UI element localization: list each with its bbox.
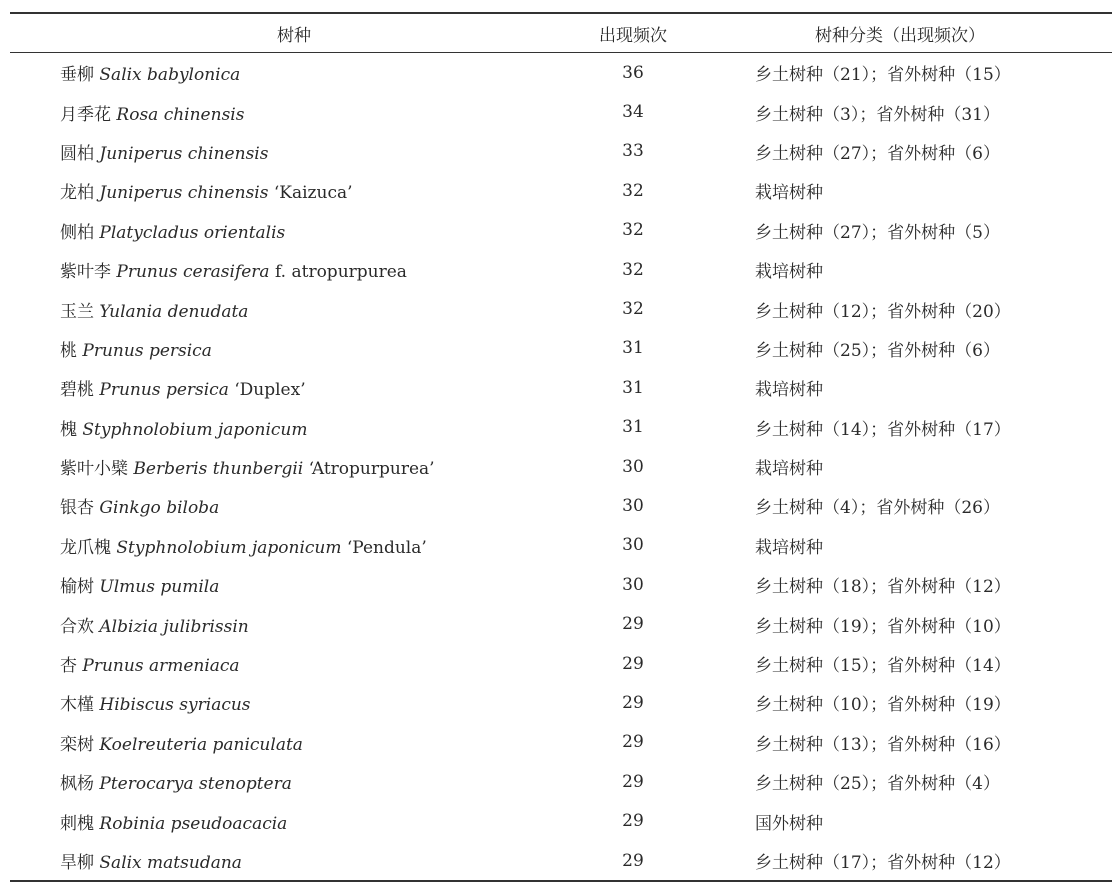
species-cell xyxy=(10,526,578,565)
species-scientific-name: Platycladus orientalis xyxy=(99,222,286,243)
classification-cell: 栽培树种 xyxy=(755,262,823,283)
frequency-cell: 29 xyxy=(622,771,644,792)
header-species: 树种 xyxy=(277,25,311,46)
species-cultivar: ‘Atropurpurea’ xyxy=(308,459,435,480)
species-chinese-name: 玉兰 xyxy=(60,301,94,322)
species-chinese-name: 合欢 xyxy=(60,616,94,637)
classification-cell: 乡土树种（25）；省外树种（4） xyxy=(755,774,1000,795)
table-header-row xyxy=(10,13,1112,53)
classification-cell: 乡土树种（3）；省外树种（31） xyxy=(755,104,1000,125)
frequency-cell: 29 xyxy=(622,811,644,832)
species-cell xyxy=(10,250,578,289)
classification-cell: 乡土树种（10）；省外树种（19） xyxy=(755,695,1011,716)
frequency-cell: 32 xyxy=(622,180,644,201)
species-chinese-name: 圆柏 xyxy=(60,143,94,164)
table-row xyxy=(10,250,1112,289)
table-row xyxy=(10,644,1112,683)
species-cell xyxy=(10,801,578,840)
frequency-cell: 32 xyxy=(622,259,644,280)
frequency-cell: 34 xyxy=(622,102,644,123)
table-row xyxy=(10,486,1112,525)
table-row xyxy=(10,53,1112,93)
frequency-cell: 29 xyxy=(622,732,644,753)
frequency-cell: 33 xyxy=(622,141,644,162)
species-chinese-name: 龙爪槐 xyxy=(60,537,111,558)
species-cell xyxy=(10,723,578,762)
table-row xyxy=(10,408,1112,447)
frequency-cell: 29 xyxy=(622,614,644,635)
table-row xyxy=(10,211,1112,250)
species-cell xyxy=(10,368,578,407)
frequency-cell: 36 xyxy=(622,62,644,83)
species-cell xyxy=(10,604,578,643)
species-cell xyxy=(10,289,578,328)
classification-cell: 乡土树种（14）；省外树种（17） xyxy=(755,419,1011,440)
species-scientific-name: Yulania denudata xyxy=(99,301,249,322)
table-row xyxy=(10,723,1112,762)
frequency-cell: 30 xyxy=(622,574,644,595)
table-row xyxy=(10,762,1112,801)
table-row xyxy=(10,604,1112,643)
species-chinese-name: 旱柳 xyxy=(60,853,94,873)
species-scientific-name: Prunus cerasifera xyxy=(116,262,270,283)
classification-cell: 栽培树种 xyxy=(755,537,823,558)
frequency-cell: 29 xyxy=(622,692,644,713)
frequency-cell: 32 xyxy=(622,220,644,241)
species-cell xyxy=(10,329,578,368)
classification-cell: 乡土树种（18）；省外树种（12） xyxy=(755,577,1011,598)
species-chinese-name: 月季花 xyxy=(60,104,111,125)
classification-cell: 乡土树种（27）；省外树种（5） xyxy=(755,222,1000,243)
classification-cell: 乡土树种（27）；省外树种（6） xyxy=(755,143,1000,164)
species-scientific-name: Pterocarya stenoptera xyxy=(99,774,292,795)
species-scientific-name: Styphnolobium japonicum xyxy=(82,419,308,440)
species-cultivar: ‘Duplex’ xyxy=(234,380,306,401)
species-cell xyxy=(10,762,578,801)
species-chinese-name: 木槿 xyxy=(60,695,94,716)
species-chinese-name: 杏 xyxy=(60,656,77,677)
species-cell xyxy=(10,644,578,683)
species-cell xyxy=(10,92,578,131)
species-cell xyxy=(10,486,578,525)
frequency-cell: 30 xyxy=(622,456,644,477)
species-cultivar: ‘Kaizuca’ xyxy=(273,183,353,204)
frequency-cell: 31 xyxy=(622,417,644,438)
species-chinese-name: 银杏 xyxy=(60,498,94,519)
species-cell xyxy=(10,408,578,447)
classification-cell: 乡土树种（19）；省外树种（10） xyxy=(755,616,1011,637)
species-scientific-name: Ginkgo biloba xyxy=(99,498,220,519)
species-chinese-name: 碧桃 xyxy=(60,380,94,401)
species-scientific-name: Styphnolobium japonicum xyxy=(116,537,342,558)
classification-cell: 乡土树种（17）；省外树种（12） xyxy=(755,853,1011,873)
species-scientific-name: Berberis thunbergii xyxy=(133,459,304,480)
species-cell xyxy=(10,841,578,881)
header-classification: 树种分类（出现频次） xyxy=(815,25,985,46)
species-scientific-name: Ulmus pumila xyxy=(99,577,220,598)
species-chinese-name: 槐 xyxy=(60,419,77,440)
table-row xyxy=(10,447,1112,486)
table-row xyxy=(10,92,1112,131)
species-scientific-name: Robinia pseudoacacia xyxy=(99,813,288,834)
classification-cell: 乡土树种（13）；省外树种（16） xyxy=(755,734,1011,755)
tree-species-table xyxy=(10,12,1112,882)
classification-cell: 国外树种 xyxy=(755,813,823,834)
table-row xyxy=(10,329,1112,368)
frequency-cell: 30 xyxy=(622,495,644,516)
species-cultivar: f. atropurpurea xyxy=(274,262,407,283)
species-chinese-name: 垂柳 xyxy=(60,65,94,86)
frequency-cell: 29 xyxy=(622,850,644,871)
species-scientific-name: Prunus armeniaca xyxy=(82,656,240,677)
classification-cell: 栽培树种 xyxy=(755,459,823,480)
species-chinese-name: 榆树 xyxy=(60,577,94,598)
classification-cell: 乡土树种（4）；省外树种（26） xyxy=(755,498,1000,519)
species-cell xyxy=(10,565,578,604)
species-scientific-name: Prunus persica xyxy=(82,340,212,361)
table-row xyxy=(10,801,1112,840)
species-scientific-name: Juniperus chinensis xyxy=(99,183,269,204)
species-chinese-name: 刺槐 xyxy=(60,813,94,834)
table-row xyxy=(10,841,1112,881)
species-cell xyxy=(10,171,578,210)
species-chinese-name: 枫杨 xyxy=(60,774,94,795)
species-chinese-name: 紫叶李 xyxy=(60,262,111,283)
species-scientific-name: Juniperus chinensis xyxy=(99,143,269,164)
table-row xyxy=(10,565,1112,604)
table-row xyxy=(10,132,1112,171)
frequency-cell: 29 xyxy=(622,653,644,674)
species-cell xyxy=(10,211,578,250)
species-chinese-name: 侧柏 xyxy=(60,222,94,243)
classification-cell: 栽培树种 xyxy=(755,183,823,204)
classification-cell: 栽培树种 xyxy=(755,380,823,401)
table-row xyxy=(10,171,1112,210)
species-scientific-name: Rosa chinensis xyxy=(116,104,245,125)
species-scientific-name: Prunus persica xyxy=(99,380,229,401)
species-scientific-name: Albizia julibrissin xyxy=(99,616,249,637)
frequency-cell: 31 xyxy=(622,338,644,359)
table-row xyxy=(10,368,1112,407)
classification-cell: 乡土树种（21）；省外树种（15） xyxy=(755,65,1011,86)
table-row xyxy=(10,289,1112,328)
species-cell xyxy=(10,683,578,722)
species-chinese-name: 紫叶小檗 xyxy=(60,459,128,480)
species-scientific-name: Salix matsudana xyxy=(99,853,242,873)
species-chinese-name: 龙柏 xyxy=(60,183,94,204)
species-cell xyxy=(10,132,578,171)
species-chinese-name: 栾树 xyxy=(60,734,94,755)
species-scientific-name: Koelreuteria paniculata xyxy=(99,734,303,755)
species-cell xyxy=(10,447,578,486)
species-cultivar: ‘Pendula’ xyxy=(346,537,427,558)
classification-cell: 乡土树种（12）；省外树种（20） xyxy=(755,301,1011,322)
classification-cell: 乡土树种（25）；省外树种（6） xyxy=(755,340,1000,361)
species-chinese-name: 桃 xyxy=(60,340,77,361)
table-row xyxy=(10,526,1112,565)
frequency-cell: 32 xyxy=(622,299,644,320)
table-row xyxy=(10,683,1112,722)
classification-cell: 乡土树种（15）；省外树种（14） xyxy=(755,656,1011,677)
species-scientific-name: Hibiscus syriacus xyxy=(99,695,251,716)
species-cell xyxy=(10,53,578,93)
frequency-cell: 31 xyxy=(622,377,644,398)
header-frequency: 出现频次 xyxy=(599,25,667,46)
species-scientific-name: Salix babylonica xyxy=(99,65,241,86)
frequency-cell: 30 xyxy=(622,535,644,556)
